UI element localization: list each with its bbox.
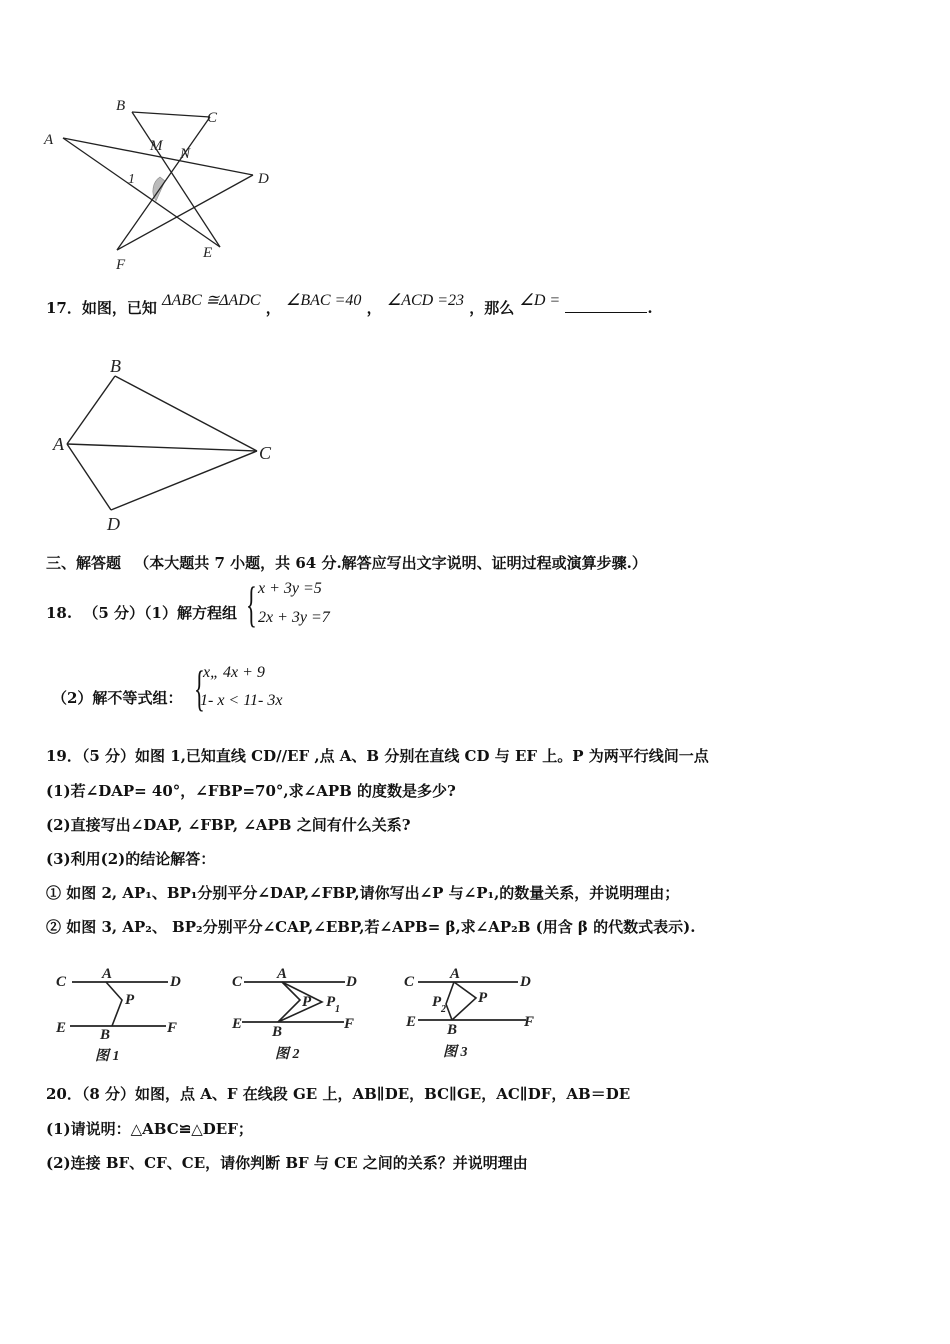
question-19-line5: ① 如图 2, AP₁、BP₁分别平分∠DAP,∠FBP,请你写出∠P 与∠P₁,的数量关系，并说明理由； — [46, 884, 680, 902]
q17-angle-acd: ∠ACD =23 — [386, 292, 464, 309]
fig2-path-apb — [278, 982, 300, 1022]
figure-q16 — [40, 95, 290, 275]
q18-inequality-1: x„ 4x + 9 — [203, 664, 265, 681]
question-19-line1: 19．（5 分）如图 1,已知直线 CD//EF ,点 A、B 分别在直线 CD 与 EF 上。P 为两平行线间一点 — [46, 747, 709, 765]
label-a: A — [44, 132, 54, 148]
fig3-caption: 图 3 — [443, 1045, 468, 1060]
fig2-label-b: B — [272, 1024, 283, 1040]
question-19-line4: (3)利用(2)的结论解答： — [46, 850, 216, 868]
fig1-label-f: F — [167, 1020, 178, 1036]
fig2-label-a: A — [277, 966, 288, 982]
figure-2 — [231, 966, 357, 1062]
fig3-label-p2-sub: 2 — [441, 1004, 446, 1015]
q17-angle-bac: ∠BAC =40 — [286, 292, 362, 309]
question-19-line2: (1)若∠DAP= 40°，∠FBP=70°,求∠APB 的度数是多少? — [46, 782, 456, 800]
question-17 — [46, 292, 653, 319]
segment-bc — [132, 112, 210, 117]
fig1-path-apb — [106, 982, 122, 1026]
question-20-line3: (2)连接 BF、CF、CE，请你判断 BF 与 CE 之间的关系？并说明理由 — [46, 1154, 528, 1172]
label-e: E — [203, 245, 213, 261]
q17-sep2: ， — [366, 299, 382, 317]
label-f: F — [116, 257, 126, 273]
fig1-label-e: E — [56, 1020, 67, 1036]
q18-part2-label: （2）解不等式组： — [52, 689, 183, 707]
q18-inequality-2: 1- x < 11- 3x — [200, 692, 283, 709]
label-d: D — [107, 514, 120, 534]
label-a: A — [53, 434, 64, 454]
fig1-label-c: C — [56, 974, 67, 990]
q18-part1-label: （5 分）（1）解方程组 — [83, 604, 237, 622]
fig3-label-f: F — [524, 1014, 535, 1030]
q18-equation-1: x + 3y =5 — [258, 580, 322, 597]
question-20-line2: (1)请说明：△ABC≌△DEF； — [46, 1120, 253, 1138]
label-n: N — [180, 146, 191, 162]
segment-ae — [63, 138, 220, 247]
fig2-label-p1: P — [326, 994, 336, 1010]
q17-intro: 如图，已知 — [81, 299, 157, 317]
q17-sep3: ，那么 — [469, 299, 515, 317]
segment-ab — [67, 376, 115, 444]
label-m: M — [150, 138, 163, 154]
segment-ac — [67, 444, 257, 451]
q18-system-brace: { — [246, 576, 257, 632]
section-3-heading — [46, 553, 647, 573]
q17-number: 17． — [46, 299, 82, 317]
figure-1 — [55, 966, 181, 1064]
label-c: C — [259, 443, 272, 463]
question-19-line3: (2)直接写出∠DAP, ∠FBP, ∠APB 之间有什么关系? — [46, 816, 411, 834]
figure-q16-svg — [40, 95, 290, 275]
q18-equation-2: 2x + 3y =7 — [258, 609, 330, 626]
figures-q19-svg — [50, 962, 550, 1067]
question-18-part2 — [52, 688, 182, 708]
fig1-label-b: B — [100, 1027, 111, 1043]
fig2-caption: 图 2 — [275, 1047, 300, 1062]
label-b: B — [116, 98, 126, 114]
fig3-label-d: D — [520, 974, 531, 990]
fig1-label-a: A — [102, 966, 113, 982]
fig2-label-e: E — [232, 1016, 243, 1032]
q17-answer-blank[interactable] — [565, 298, 647, 313]
fig2-label-p: P — [302, 994, 312, 1010]
q18-inequality-brace: { — [194, 660, 205, 716]
question-20-line1: 20．（8 分）如图，点 A、F 在线段 GE 上，AB∥DE，BC∥GE，AC∥DF，AB＝DE — [46, 1085, 631, 1103]
label-d: D — [258, 171, 269, 187]
fig1-caption: 图 1 — [95, 1049, 120, 1064]
q17-sep1: ， — [265, 299, 281, 317]
figure-3 — [404, 966, 534, 1060]
figure-q17 — [45, 350, 285, 535]
label-b: B — [110, 356, 121, 376]
question-19-line6: ② 如图 3, AP₂、 BP₂分别平分∠CAP,∠EBP,若∠APB= β,求∠AP₂B (用含 β 的代数式表示). — [46, 918, 696, 936]
fig2-label-p1-sub: 1 — [335, 1004, 340, 1015]
fig3-label-c: C — [404, 974, 415, 990]
fig3-label-p: P — [478, 990, 488, 1006]
figure-q17-svg — [45, 350, 285, 535]
segment-ad — [67, 444, 111, 510]
segment-dc — [111, 451, 257, 510]
fig1-label-p: P — [125, 992, 135, 1008]
fig2-label-c: C — [232, 974, 243, 990]
fig1-label-d: D — [170, 974, 181, 990]
fig3-path-apb — [452, 982, 476, 1020]
q18-number: 18. — [46, 604, 73, 622]
q17-end: . — [647, 299, 653, 317]
question-18-part1 — [46, 603, 237, 623]
figures-q19 — [50, 962, 550, 1067]
fig3-label-b: B — [447, 1022, 458, 1038]
segment-bc — [115, 376, 257, 451]
section-3-title: 三、解答题 — [46, 554, 122, 572]
fig3-label-a: A — [450, 966, 461, 982]
segment-fd — [117, 175, 253, 250]
fig3-path-ap2b — [446, 982, 454, 1020]
section-3-note: （本大题共 7 小题，共 64 分.解答应写出文字说明、证明过程或演算步骤.） — [134, 554, 647, 572]
q17-congruence: ΔABC ≅ΔADC — [162, 292, 261, 309]
label-c: C — [207, 110, 218, 126]
label-angle-1: 1 — [128, 172, 135, 187]
fig3-label-e: E — [406, 1014, 417, 1030]
fig2-label-d: D — [346, 974, 357, 990]
q17-angle-d: ∠D = — [519, 292, 561, 309]
fig3-label-p2: P — [432, 994, 442, 1010]
segment-be — [132, 112, 220, 247]
fig2-label-f: F — [344, 1016, 355, 1032]
